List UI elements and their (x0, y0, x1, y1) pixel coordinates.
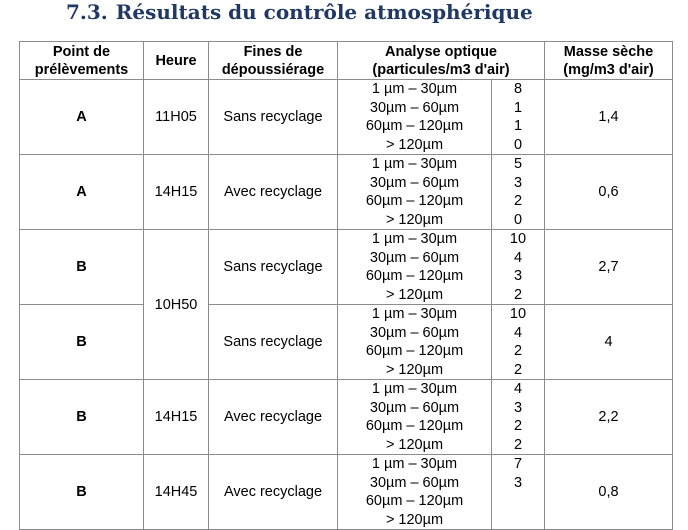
size-range: 60µm – 120µm (365, 418, 464, 434)
table-row (20, 455, 673, 530)
cell-fines: Avec recyclage (209, 155, 338, 230)
header-point (20, 42, 144, 80)
size-range: 60µm – 120µm (365, 493, 464, 509)
particle-count: 1 (513, 99, 523, 116)
header-point-line2: prélèvements (34, 61, 129, 78)
cell-size-ranges (338, 305, 492, 380)
cell-fines: Sans recyclage (209, 80, 338, 155)
particle-count: 10 (509, 306, 527, 322)
size-range: 1 µm – 30µm (371, 156, 458, 172)
cell-heure: 14H15 (144, 155, 209, 230)
header-fines-line2: dépoussiérage (221, 61, 325, 78)
cell-counts (492, 80, 545, 155)
section-title: Résultats du contrôle atmosphérique (115, 0, 533, 24)
cell-masse: 0,8 (545, 455, 673, 530)
size-range: > 120µm (385, 361, 444, 378)
cell-point: B (20, 380, 144, 455)
cell-counts (492, 155, 545, 230)
cell-fines: Sans recyclage (209, 305, 338, 380)
header-masse-line1: Masse sèche (563, 43, 654, 60)
cell-masse: 4 (545, 305, 673, 380)
particle-count: 2 (513, 361, 523, 378)
particle-count (492, 492, 544, 511)
particle-count: 10 (509, 231, 527, 247)
particle-count: 3 (513, 399, 523, 416)
cell-fines: Avec recyclage (209, 455, 338, 530)
particle-count: 3 (513, 174, 523, 191)
size-range: 1 µm – 30µm (371, 456, 458, 472)
cell-fines: Avec recyclage (209, 380, 338, 455)
size-range: > 120µm (385, 436, 444, 453)
particle-count: 2 (513, 286, 523, 303)
cell-counts (492, 380, 545, 455)
size-range: 30µm – 60µm (369, 474, 460, 491)
particle-count: 4 (513, 381, 523, 397)
header-analyse-line2: (particules/m3 d'air) (372, 61, 510, 78)
size-range: 1 µm – 30µm (371, 381, 458, 397)
size-range: > 120µm (385, 511, 444, 528)
header-analyse (338, 42, 545, 80)
header-fines (209, 42, 338, 80)
size-range: 30µm – 60µm (369, 174, 460, 191)
particle-count: 4 (513, 249, 523, 266)
cell-fines: Sans recyclage (209, 230, 338, 305)
cell-size-ranges (338, 80, 492, 155)
cell-point: B (20, 455, 144, 530)
size-range: > 120µm (385, 286, 444, 303)
header-analyse-line1: Analyse optique (385, 43, 497, 60)
table-row (20, 305, 673, 380)
size-range: 1 µm – 30µm (371, 81, 458, 97)
particle-count: 1 (513, 118, 523, 134)
size-range: 60µm – 120µm (365, 343, 464, 359)
size-range: 1 µm – 30µm (371, 306, 458, 322)
atmospheric-results-table (19, 41, 673, 530)
cell-size-ranges (338, 155, 492, 230)
particle-count: 3 (513, 474, 523, 491)
table-row (20, 155, 673, 230)
particle-count: 5 (513, 156, 523, 172)
size-range: 1 µm – 30µm (371, 231, 458, 247)
size-range: 60µm – 120µm (365, 268, 464, 284)
table-row (20, 230, 673, 305)
cell-heure: 14H15 (144, 380, 209, 455)
size-range: 30µm – 60µm (369, 324, 460, 341)
cell-counts (492, 305, 545, 380)
particle-count: 2 (513, 436, 523, 453)
cell-counts (492, 230, 545, 305)
cell-masse: 2,7 (545, 230, 673, 305)
size-range: 30µm – 60µm (369, 99, 460, 116)
cell-masse: 1,4 (545, 80, 673, 155)
particle-count: 2 (513, 343, 523, 359)
header-row (20, 42, 673, 80)
cell-point: A (20, 80, 144, 155)
section-heading (66, 0, 533, 26)
particle-count: 2 (513, 418, 523, 434)
cell-size-ranges (338, 380, 492, 455)
table-row (20, 80, 673, 155)
header-point-line1: Point de (52, 43, 111, 60)
header-masse (545, 42, 673, 80)
particle-count: 4 (513, 324, 523, 341)
cell-point: B (20, 305, 144, 380)
cell-heure: 10H50 (144, 230, 209, 380)
cell-counts (492, 455, 545, 530)
particle-count: 8 (513, 81, 523, 97)
size-range: > 120µm (385, 136, 444, 153)
particle-count: 0 (513, 211, 523, 228)
size-range: 60µm – 120µm (365, 193, 464, 209)
particle-count (492, 511, 544, 530)
cell-size-ranges (338, 455, 492, 530)
header-fines-line1: Fines de (243, 43, 303, 60)
cell-heure: 11H05 (144, 80, 209, 155)
particle-count: 2 (513, 193, 523, 209)
cell-heure: 14H45 (144, 455, 209, 530)
size-range: 60µm – 120µm (365, 118, 464, 134)
cell-masse: 2,2 (545, 380, 673, 455)
particle-count: 7 (513, 456, 523, 472)
cell-point: B (20, 230, 144, 305)
table-row (20, 380, 673, 455)
cell-point: A (20, 155, 144, 230)
size-range: 30µm – 60µm (369, 249, 460, 266)
cell-size-ranges (338, 230, 492, 305)
size-range: > 120µm (385, 211, 444, 228)
header-heure: Heure (144, 42, 209, 80)
particle-count: 3 (513, 268, 523, 284)
header-masse-line2: (mg/m3 d'air) (563, 61, 654, 78)
size-range: 30µm – 60µm (369, 399, 460, 416)
cell-masse: 0,6 (545, 155, 673, 230)
particle-count: 0 (513, 136, 523, 153)
section-number: 7.3. (66, 0, 108, 24)
